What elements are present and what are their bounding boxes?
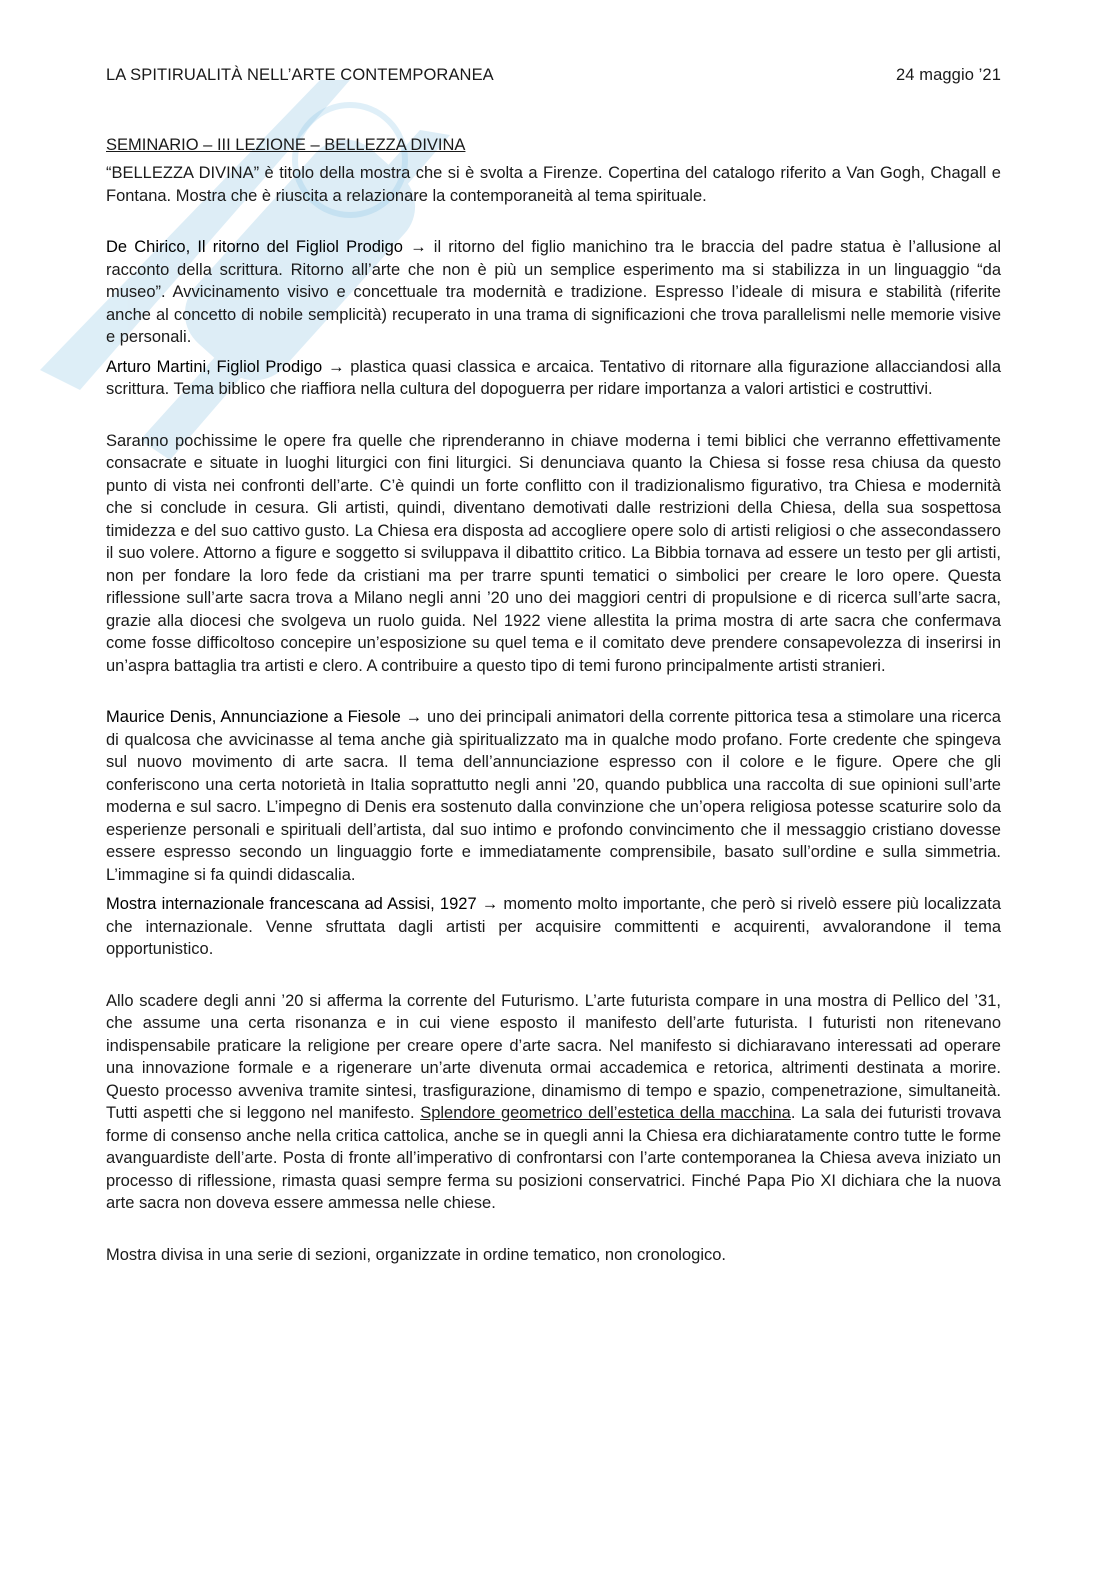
entry-de-chirico bbox=[106, 236, 1001, 349]
intro-paragraph: “BELLEZZA DIVINA” è titolo della mostra che si è svolta a Firenze. Copertina del catalogo riferito a Van Gogh, Chagall e Fontana. Mostra che è riuscita a relazionare la contemporaneità al tema spirituale. bbox=[106, 164, 1001, 205]
futurismo-text-after: . La sala dei futuristi trovava forme di consenso anche nella critica cattolica, anche se in quegli anni la Chiesa era dichiaratamente contro tutte le forme avanguardiste dell’arte. Posta di fronte all’imperativo di confrontarsi con l’arte contemporanea la Chiesa aveva iniziato un processo di riflessione, rimasta quasi sempre ferma su posizioni conservatrici. Finché Papa Pio XI dichiara che la nuova arte sacra non doveva essere ammessa nelle chiese. bbox=[106, 1104, 1002, 1212]
entry-text: uno dei principali animatori della corrente pittorica tesa a stimolare una ricerca di qualcosa che avvicinasse al tema anche già spiritualizzato ma in qualche modo profano. Forte credente che spingeva sul nuovo movimento di arte sacra. Il tema dell’annunciazione espresso con il colore e le figure. Opere che gli conferiscono una certa notorietà in Italia soprattutto negli anni ’20, quando pubblica una raccolta di sue opinioni sull’arte moderna e sul sacro. L’impegno di Denis era sostenuto dalla convinzione che un’opera religiosa potesse scaturire solo da esperienze personali e spirituali dell’artista, dal suo intimo e profondo convincimento che il messaggio cristiano dovesse essere espresso secondo un linguaggio forte e immediatamente comprensibile, basato sull’ordine e sulla simmetria. L’immagine si fa quindi didascalia. bbox=[106, 708, 1001, 884]
futurismo-underlined-title: Splendore geometrico dell’estetica della macchina bbox=[420, 1104, 791, 1122]
entry-assisi bbox=[106, 893, 1001, 961]
page-header bbox=[106, 66, 1001, 85]
entry-martini bbox=[106, 356, 1001, 401]
entry-denis bbox=[106, 706, 1001, 886]
futurismo-text-before: Allo scadere degli anni ’20 si afferma la corrente del Futurismo. L’arte futurista compare in una mostra di Pellico del ’31, che assume una certa risonanza e in cui viene esposto il manifesto dell’arte futurista. I futuristi non ritenevano indispensabile praticare la religione per creare opere d’arte sacra. Nel manifesto si dichiaravano interessati ad operare una innovazione formale e a rigenerare un’arte divenuta ormai accademica e retorica, altrimenti destinata a morire. Questo processo avveniva tramite sintesi, trasfigurazione, dinamismo di tempo e spazio, compenetrazione, simultaneità. Tutti aspetti che si leggono nel manifesto. bbox=[106, 991, 1001, 1122]
entry-heading: Mostra internazionale francescana ad Assisi, 1927 → bbox=[106, 895, 499, 913]
entry-heading: De Chirico, Il ritorno del Figliol Prodigo → bbox=[106, 238, 427, 256]
closing-paragraph: Mostra divisa in una serie di sezioni, organizzate in ordine tematico, non cronologico. bbox=[106, 1245, 726, 1264]
header-title: LA SPITIRUALITÀ NELL’ARTE CONTEMPORANEA bbox=[106, 66, 494, 84]
paragraph-futurismo bbox=[106, 990, 1001, 1215]
paragraph-chiesa: Saranno pochissime le opere fra quelle che riprenderanno in chiave moderna i temi biblici che verranno effettivamente consacrate e situate in luoghi liturgici con fini liturgici. Si denunciava quanto la Chiesa si fosse resa chiusa da questo punto di vista nei confronti dell’arte. C’è quindi un forte conflitto con il tradizionalismo figurativo, tra Chiesa e modernità che si conclude in cesura. Gli artisti, quindi, diventano demotivati dalle restrizioni della Chiesa, della sua sospettosa timidezza e del suo cattivo gusto. La Chiesa era disposta ad accogliere opere solo di artisti religiosi o che assecondassero il suo volere. Attorno a figure e soggetto si sviluppava il dibattito critico. La Bibbia tornava ad essere un testo per gli artisti, non per fondare la loro fede da cristiani ma per trarre spunti tematici o simbolici per creare le loro opere. Questa riflessione sull’arte sacra trova a Milano negli anni ’20 uno dei maggiori centri di propulsione e di ricerca sull’arte sacra, grazie alla diocesi che svolgeva un ruolo guida. Nel 1922 viene allestita la prima mostra di arte sacra che confermava come fosse difficoltoso concepire un’esposizione su quel tema e il comitato deve prendere consapevolezza di inserirsi in un’aspra battaglia tra artisti e clero. A contribuire a questo tipo di temi furono principalmente artisti stranieri. bbox=[106, 431, 1001, 675]
entry-heading: Maurice Denis, Annunciazione a Fiesole → bbox=[106, 708, 423, 726]
entry-text: momento molto importante, che però si rivelò essere più localizzata che internazionale. Venne sfruttata dagli artisti per acquisire committenti e acquirenti, avvalorandone il tema opportunistico. bbox=[106, 895, 1001, 958]
document-body bbox=[106, 134, 1001, 1266]
entry-text: il ritorno del figlio manichino tra le braccia del padre statua è l’allusione al racconto della scrittura. Ritorno all’arte che non è più un semplice esperimento ma si stabilizza in un linguaggio “da museo”. Avvicinamento visivo e concettuale tra modernità e tradizione. Espresso l’ideale di misura e stabilità (riferite anche al concetto di nobile semplicità) recuperato in una trama di significazioni che trova parallelismi nelle memorie visive e personali. bbox=[106, 238, 1001, 346]
header-date: 24 maggio ’21 bbox=[896, 66, 1001, 84]
section-title: SEMINARIO – III LEZIONE – BELLEZZA DIVINA bbox=[106, 136, 466, 154]
entry-heading: Arturo Martini, Figliol Prodigo → bbox=[106, 357, 345, 376]
entry-text: plastica quasi classica e arcaica. Tentativo di ritornare alla figurazione allacciandosi alla scrittura. Tema biblico che riaffiora nella cultura del dopoguerra per ridare importanza a valori artistici e costruttivi. bbox=[106, 357, 1002, 398]
